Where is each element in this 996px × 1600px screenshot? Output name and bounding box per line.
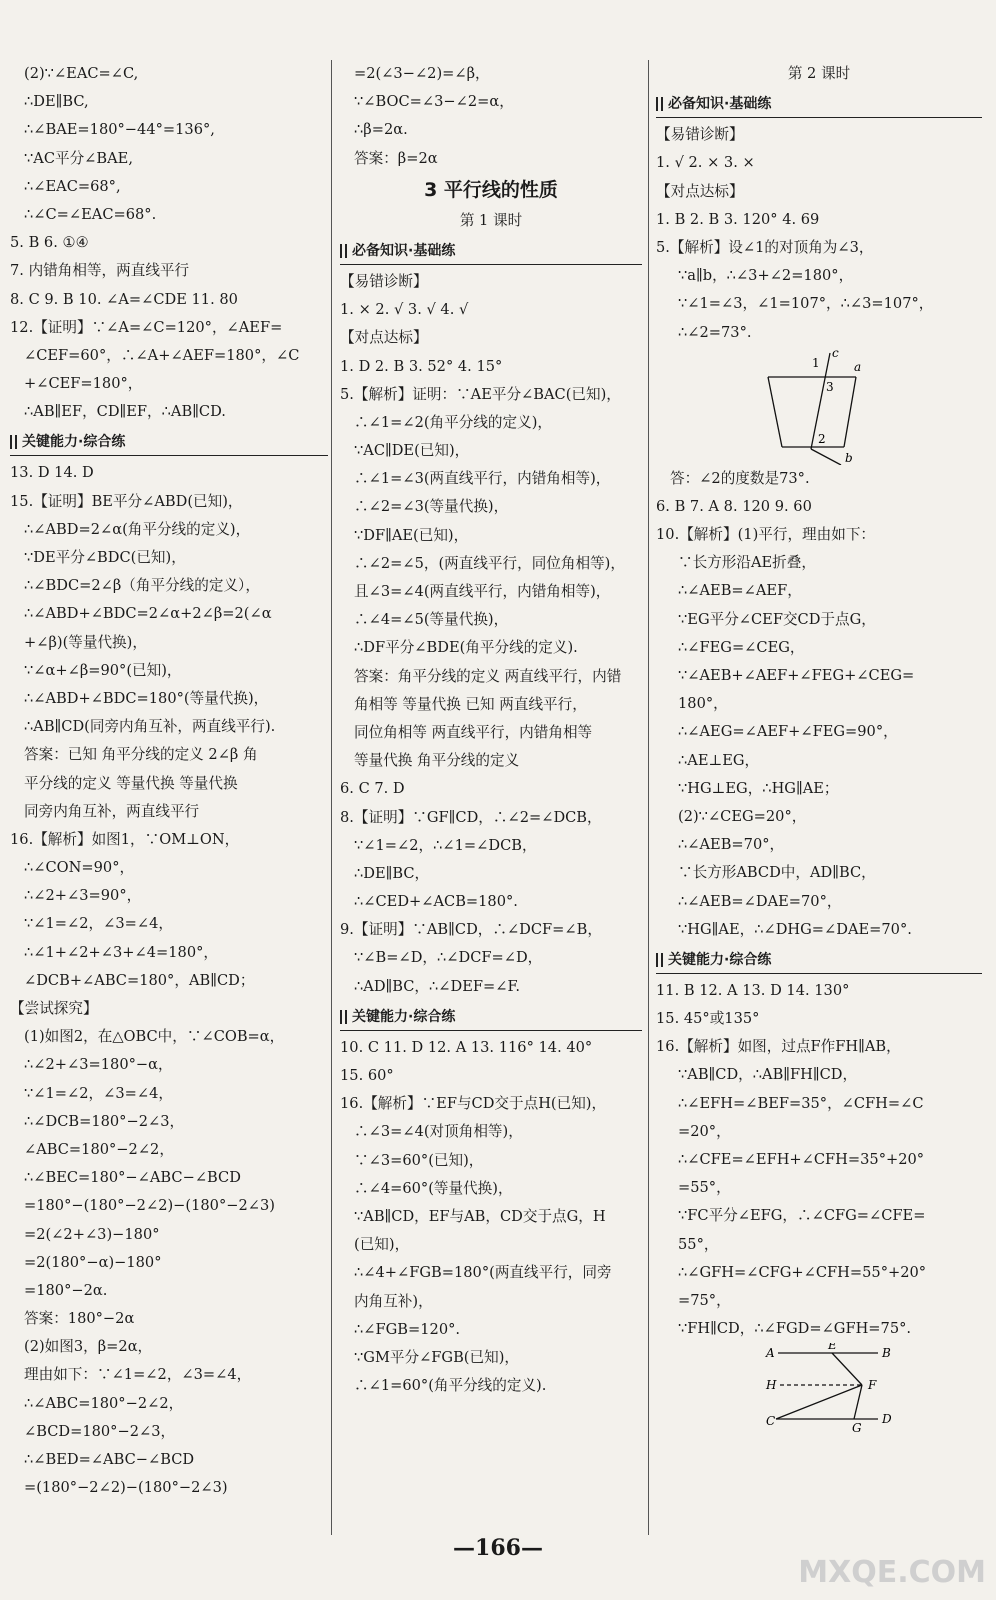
text-line: ∴∠GFH=∠CFG+∠CFH=55°+20° — [678, 1263, 927, 1281]
text-line: ∴AB∥CD(同旁内角互补，两直线平行). — [24, 718, 276, 736]
text-line: 9.【证明】∵AB∥CD，∴∠DCF=∠B， — [340, 921, 602, 939]
column-3-part-a — [656, 60, 982, 347]
text-line: 【易错诊断】 — [656, 126, 744, 144]
text-line: ∠BCD=180°−2∠3， — [24, 1422, 176, 1440]
text-line: 16.【解析】如图1，∵OM⊥ON， — [10, 830, 240, 848]
text-line: =20°， — [678, 1122, 731, 1140]
text-line: 8.【证明】∵GF∥CD，∴∠2=∠DCB， — [340, 808, 602, 826]
label-angle-2: 2 — [818, 431, 826, 446]
label-a: a — [854, 359, 862, 374]
text-line: ∴∠1+∠2+∠3+∠4=180°， — [24, 943, 218, 961]
text-line: ∴∠EAC=68°, — [24, 177, 121, 195]
text-line: 180°， — [678, 695, 728, 713]
text-line: ∴∠EFH=∠BEF=35°，∠CFH=∠C — [678, 1094, 924, 1112]
section-heading: 关键能力·综合练 — [656, 947, 982, 974]
watermark: MXQE.COM — [798, 1555, 986, 1590]
text-line: ∴∠AEG=∠AEF+∠FEG=90°， — [678, 723, 898, 741]
text-line: 5. B 6. ①④ — [10, 234, 89, 252]
text-line: ∵∠1=∠2，∠3=∠4， — [24, 915, 173, 933]
label-A: A — [766, 1346, 775, 1361]
label-angle-1: 1 — [812, 355, 820, 370]
text-line: 第 1 课时 — [459, 211, 523, 229]
text-line: 答案：角平分线的定义 两直线平行，内错 — [354, 667, 622, 685]
text-line: 5.【解析】证明：∵AE平分∠BAC(已知)， — [340, 385, 621, 403]
text-line: 同旁内角互补，两直线平行 — [24, 802, 200, 820]
label-B: B — [882, 1346, 891, 1361]
text-line: ∴∠CON=90°， — [24, 859, 135, 877]
text-line: ∵a∥b，∴∠3+∠2=180°， — [678, 267, 854, 285]
text-line: ∴∠FEG=∠CEG， — [678, 638, 805, 656]
text-line: ∵AB∥CD，∴AB∥FH∥CD， — [678, 1066, 858, 1084]
column-3-part-b — [656, 465, 982, 1344]
text-line: ∴∠AEB=∠DAE=70°， — [678, 892, 842, 910]
text-line: ∵∠3=60°(已知)， — [354, 1151, 484, 1169]
figure-trapezoid-svg — [656, 347, 982, 465]
text-line: ∴∠1=∠2(角平分线的定义)， — [354, 413, 552, 431]
text-line: 16.【解析】如图，过点F作FH∥AB， — [656, 1038, 901, 1056]
text-line: ∴DE∥BC, — [24, 93, 89, 111]
text-line: ∴∠CED+∠ACB=180°. — [354, 893, 518, 911]
column-divider-1 — [331, 60, 332, 1535]
text-line: 6. C 7. D — [340, 780, 405, 798]
text-line: 16.【解析】∵EF与CD交于点H(已知)， — [340, 1095, 607, 1113]
text-line: ∵DF∥AE(已知)， — [354, 526, 469, 544]
text-line: =(180°−2∠2)−(180°−2∠3) — [24, 1479, 228, 1497]
text-line: (1)如图2，在△OBC中，∵∠COB=α， — [24, 1028, 285, 1046]
label-F: F — [868, 1378, 877, 1393]
text-line: 内角互补)， — [354, 1292, 433, 1310]
text-line: 【对点达标】 — [656, 182, 744, 200]
text-line: ∴DF平分∠BDE(角平分线的定义). — [354, 639, 578, 657]
text-line: 答案：180°−2α — [24, 1310, 135, 1328]
text-line: 角相等 等量代换 已知 两直线平行， — [354, 695, 587, 713]
text-line: 15. 45°或135° — [656, 1010, 760, 1028]
text-line: ∴∠ABD+∠BDC=180°(等量代换)， — [24, 689, 269, 707]
text-line: 答案：已知 角平分线的定义 2∠β 角 — [24, 746, 258, 764]
text-line: 13. D 14. D — [10, 464, 94, 482]
text-line: ∵∠AEB+∠AEF+∠FEG+∠CEG= — [678, 667, 915, 684]
text-line: ∴β=2α. — [354, 121, 408, 139]
section-heading: 必备知识·基础练 — [340, 238, 642, 265]
text-line: ∵HG∥AE，∴∠DHG=∠DAE=70°. — [678, 920, 912, 938]
section-heading: 关键能力·综合练 — [10, 429, 328, 456]
text-line: (已知)， — [354, 1236, 410, 1254]
text-line: +∠β)(等量代换)， — [24, 633, 147, 651]
text-line: ∴∠AEB=∠AEF， — [678, 582, 802, 600]
chapter-heading: 3 平行线的性质 — [424, 178, 558, 201]
label-H: H — [766, 1378, 777, 1393]
column-divider-2 — [648, 60, 649, 1535]
text-line: ∴AD∥BC，∴∠DEF=∠F. — [354, 977, 520, 995]
text-line: ∵∠1=∠3，∠1=107°，∴∠3=107°， — [678, 295, 934, 313]
text-line: (2)∵∠EAC=∠C, — [24, 65, 139, 82]
text-line: ∴AB∥EF，CD∥EF，∴AB∥CD. — [24, 403, 226, 421]
text-line: ∠ABC=180°−2∠2， — [24, 1140, 174, 1158]
text-line: 同位角相等 两直线平行，内错角相等 — [354, 723, 593, 741]
text-line: ∵DE平分∠BDC(已知)， — [24, 549, 186, 566]
text-line: ∴∠4+∠FGB=180°(两直线平行，同旁 — [354, 1264, 612, 1282]
text-line: ∴∠ABD=2∠α(角平分线的定义)， — [24, 520, 251, 538]
text-line: ∴∠BED=∠ABC−∠BCD — [24, 1451, 195, 1468]
text-line: =2(∠2+∠3)−180° — [24, 1225, 160, 1243]
text-line: =180°−(180°−2∠2)−(180°−2∠3) — [24, 1197, 275, 1215]
text-line: ∵∠BOC=∠3−∠2=α， — [354, 93, 514, 111]
text-line: ∴∠1=60°(角平分线的定义). — [354, 1377, 547, 1395]
text-line: 5.【解析】设∠1的对顶角为∠3， — [656, 238, 874, 256]
text-line: 1. B 2. B 3. 120° 4. 69 — [656, 210, 820, 228]
text-line: =2(180°−α)−180° — [24, 1253, 162, 1271]
label-b: b — [845, 450, 853, 465]
text-line: ∴DE∥BC， — [354, 864, 430, 882]
text-line: 10.【解析】(1)平行，理由如下： — [656, 526, 876, 544]
text-line: ∵AC∥DE(已知)， — [354, 442, 470, 460]
column-2 — [340, 60, 642, 1400]
text-line: ∴∠2=73°. — [678, 323, 752, 341]
column-1 — [10, 60, 328, 1502]
text-line: 第 2 课时 — [787, 65, 851, 82]
text-line: ∴∠FGB=120°. — [354, 1320, 461, 1338]
text-line: ∴∠4=60°(等量代换)， — [354, 1179, 513, 1197]
label-C: C — [766, 1414, 776, 1429]
text-line: 55°， — [678, 1235, 719, 1253]
text-line: ∵∠1=∠2，∴∠1=∠DCB， — [354, 836, 537, 854]
text-line: ∵AB∥CD，EF与AB，CD交于点G，H — [354, 1207, 606, 1225]
section-heading: 关键能力·综合练 — [340, 1004, 642, 1031]
text-line: ∴∠2=∠3(等量代换)， — [354, 498, 509, 516]
text-line: 【易错诊断】 — [340, 272, 428, 290]
text-line: ∴∠2+∠3=180°−α， — [24, 1056, 173, 1074]
text-line: 7. 内错角相等，两直线平行 — [10, 262, 190, 280]
text-line: ∴∠ABC=180°−2∠2， — [24, 1394, 184, 1412]
figure-parallel-lines — [656, 1343, 982, 1433]
label-c: c — [832, 346, 839, 360]
text-line: ∴∠4=∠5(等量代换)， — [354, 611, 509, 629]
text-line: ∴∠CFE=∠EFH+∠CFH=35°+20° — [678, 1151, 925, 1168]
text-line: 15. 60° — [340, 1067, 394, 1084]
text-line: 15.【证明】BE平分∠ABD(已知)， — [10, 492, 243, 510]
text-line: ∴∠BEC=180°−∠ABC−∠BCD — [24, 1169, 241, 1187]
text-line: 1. D 2. B 3. 52° 4. 15° — [340, 357, 503, 375]
text-line: ∵∠1=∠2，∠3=∠4， — [24, 1084, 173, 1102]
text-line: ∴∠DCB=180°−2∠3， — [24, 1112, 185, 1130]
text-line: ∵HG⊥EG，∴HG∥AE； — [678, 779, 839, 797]
label-G: G — [852, 1421, 862, 1434]
text-line: 理由如下：∵∠1=∠2，∠3=∠4， — [24, 1366, 252, 1384]
text-line: 【对点达标】 — [340, 329, 428, 347]
text-line: ∵EG平分∠CEF交CD于点G， — [678, 610, 876, 628]
text-line: (2)如图3，β=2α， — [24, 1338, 153, 1356]
text-line: ∴AE⊥EG， — [678, 751, 760, 769]
text-line: ∴∠BAE=180°−44°=136°, — [24, 121, 215, 139]
text-line: 11. B 12. A 13. D 14. 130° — [656, 981, 850, 999]
text-line: 10. C 11. D 12. A 13. 116° 14. 40° — [340, 1038, 593, 1056]
text-line: 等量代换 角平分线的定义 — [354, 752, 520, 770]
text-line: ∵∠B=∠D，∴∠DCF=∠D， — [354, 949, 543, 967]
label-angle-3: 3 — [826, 379, 834, 394]
text-line: ∵FH∥CD，∴∠FGD=∠GFH=75°. — [678, 1320, 912, 1338]
text-line: 【尝试探究】 — [10, 1000, 98, 1017]
text-line: ∴∠ABD+∠BDC=2∠α+2∠β=2(∠α — [24, 605, 272, 623]
text-line: 平分线的定义 等量代换 等量代换 — [24, 774, 238, 792]
text-line: =55°， — [678, 1179, 731, 1197]
text-line: ∵FC平分∠EFG，∴∠CFG=∠CFE= — [678, 1207, 926, 1225]
text-line: =180°−2α. — [24, 1281, 108, 1299]
text-line: 且∠3=∠4(两直线平行，内错角相等)， — [354, 583, 611, 600]
text-line: 8. C 9. B 10. ∠A=∠CDE 11. 80 — [10, 290, 238, 308]
text-line: =2(∠3−∠2)=∠β， — [354, 65, 490, 82]
text-line: =75°， — [678, 1291, 731, 1309]
text-line: 6. B 7. A 8. 120 9. 60 — [656, 497, 812, 515]
text-line: ∴∠AEB=70°， — [678, 836, 785, 854]
page-number: —166— — [453, 1535, 543, 1561]
text-line: ∠DCB+∠ABC=180°，AB∥CD； — [24, 971, 255, 989]
text-line: 答：∠2的度数是73°. — [670, 469, 810, 487]
text-line: ∵∠α+∠β=90°(已知)， — [24, 661, 182, 679]
text-line: 1. √ 2. × 3. × — [656, 154, 755, 172]
text-line: +∠CEF=180°， — [24, 375, 143, 393]
text-line: 12.【证明】∵∠A=∠C=120°，∠AEF= — [10, 318, 283, 336]
figure-trapezoid — [656, 347, 982, 465]
text-line: 1. × 2. √ 3. √ 4. √ — [340, 301, 469, 319]
label-D: D — [882, 1412, 892, 1427]
text-line: ∴∠2=∠5，(两直线平行，同位角相等)， — [354, 554, 625, 572]
text-line: ∴∠3=∠4(对顶角相等)， — [354, 1123, 523, 1141]
text-line: ∴∠C=∠EAC=68°. — [24, 205, 157, 223]
label-E: E — [828, 1343, 837, 1353]
text-line: ∵长方形ABCD中，AD∥BC， — [678, 864, 876, 882]
text-line: ∴∠2+∠3=90°， — [24, 887, 142, 905]
text-line: ∴∠BDC=2∠β（角平分线的定义）， — [24, 577, 260, 595]
section-heading: 必备知识·基础练 — [656, 91, 982, 118]
figure-parallel-svg — [656, 1343, 982, 1433]
text-line: ∠CEF=60°，∴∠A+∠AEF=180°，∠C — [24, 346, 300, 364]
column-3 — [656, 60, 982, 1433]
text-line: (2)∵∠CEG=20°， — [678, 807, 807, 825]
text-line: ∵长方形沿AE折叠， — [678, 554, 816, 572]
text-line: ∴∠1=∠3(两直线平行，内错角相等)， — [354, 470, 611, 488]
text-line: ∵AC平分∠BAE, — [24, 149, 133, 167]
text-line: 答案：β=2α — [354, 149, 438, 167]
text-line: ∵GM平分∠FGB(已知)， — [354, 1348, 519, 1366]
